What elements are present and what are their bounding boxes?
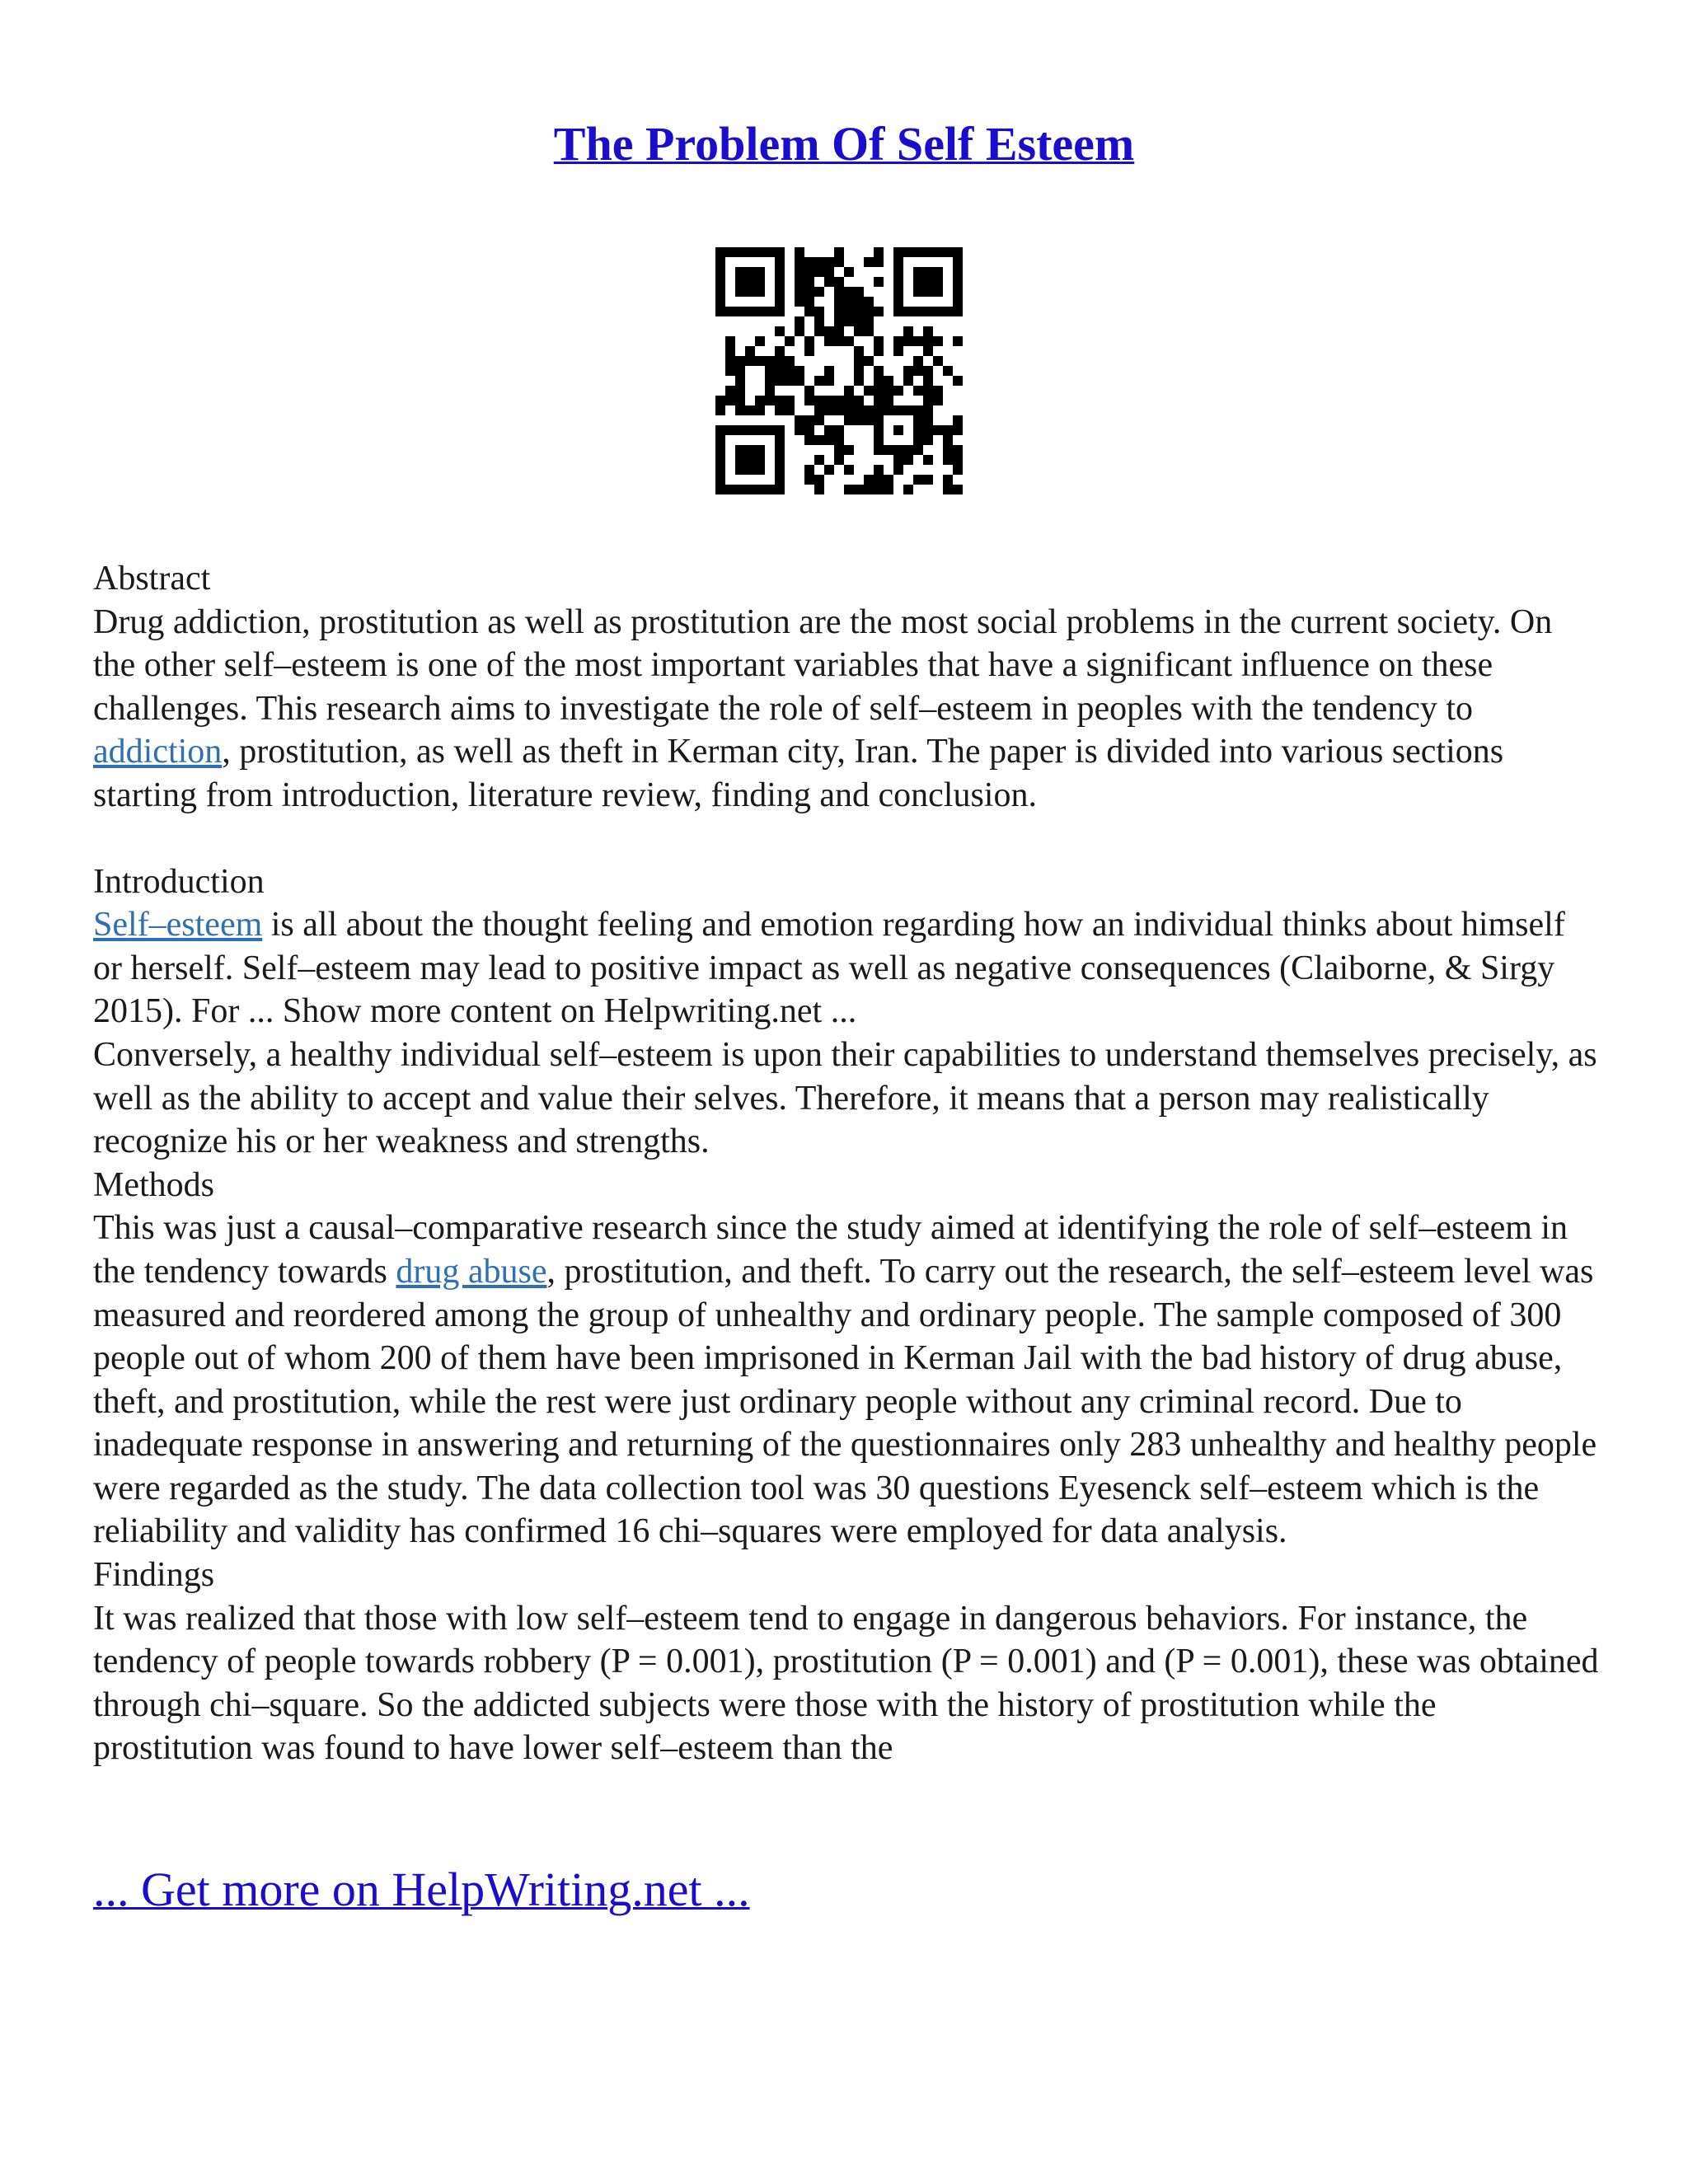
self-esteem-link[interactable]: Self–esteem <box>93 906 263 944</box>
drug-abuse-link[interactable]: drug abuse <box>396 1252 547 1291</box>
introduction-paragraph <box>93 903 1601 1033</box>
findings-heading: Findings <box>93 1556 215 1595</box>
article-body <box>93 557 1601 1770</box>
qr-code-icon <box>715 247 963 494</box>
methods-heading: Methods <box>93 1165 214 1204</box>
introduction-paragraph-2: Conversely, a healthy individual self–esteem is upon their capabilities to understand themselves precisely, as well as the ability to accept and value their selves. Therefore, it means that a person may realistically recognize his or her weakness and strengths. <box>93 1035 1597 1161</box>
methods-text-1: This was just a causal–comparative research since the study aimed at identifying the role of self–esteem in the tendency towards <box>93 1209 1568 1291</box>
abstract-text-2: , prostitution, as well as theft in Kerman city, Iran. The paper is divided into various sections starting from introduction, literature review, finding and conclusion. <box>93 733 1504 814</box>
addiction-link[interactable]: addiction <box>93 733 223 771</box>
findings-paragraph: It was realized that those with low self–esteem tend to engage in dangerous behaviors. For instance, the tendency of people towards robbery (P = 0.001), prostitution (P = 0.001) and (P = 0.001), these was obtained through chi–square. So the addicted subjects were those with the history of prostitution while the prostitution was found to have lower self–esteem than the <box>93 1599 1599 1768</box>
abstract-text-1: Drug addiction, prostitution as well as prostitution are the most social problems in the current society. On the other self–esteem is one of the most important variables that have a significant influence on these challenges. This research aims to investigate the role of self–esteem in peoples with the tendency to <box>93 602 1553 728</box>
get-more-link[interactable]: ... Get more on HelpWriting.net ... <box>93 1863 750 1916</box>
abstract-heading: Abstract <box>93 560 211 598</box>
methods-paragraph <box>93 1207 1601 1554</box>
page-title <box>0 115 1688 173</box>
section-gap <box>93 818 1601 860</box>
introduction-text-1: is all about the thought feeling and emotion regarding how an individual thinks about himself or herself. Self–esteem may lead to positive impact as well as negative consequences (Claiborne, & Sirgy 2015). For ... Show more content on Helpwriting.net ... <box>93 906 1565 1031</box>
introduction-heading: Introduction <box>93 862 265 901</box>
methods-text-2: , prostitution, and theft. To carry out the research, the self–esteem level was measured and reordered among the group of unhealthy and ordinary people. The sample composed of 300 people out of whom 200 of them have been imprisoned in Kerman Jail with the bad history of drug abuse, theft, and prostitution, while the rest were just ordinary people without any criminal record. Due to inadequate response in answering and returning of the questionnaires only 283 unhealthy and healthy people were regarded as the study. The data collection tool was 30 questions Eyesenck self–esteem which is the reliability and validity has confirmed 16 chi–squares were employed for data analysis. <box>93 1252 1597 1551</box>
more-link-container <box>93 1861 750 1919</box>
abstract-paragraph <box>93 601 1601 818</box>
title-link[interactable]: The Problem Of Self Esteem <box>553 117 1135 171</box>
